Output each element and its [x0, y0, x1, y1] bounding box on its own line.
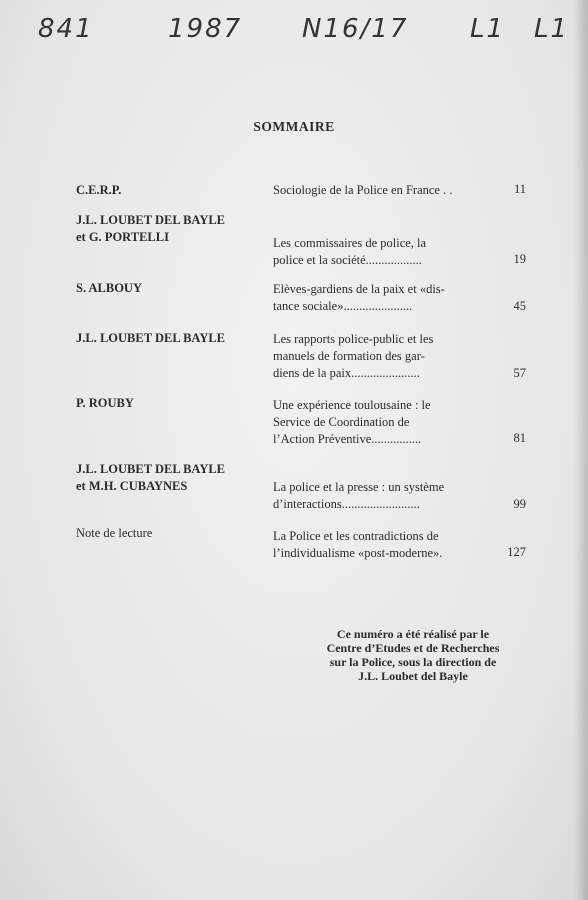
author-line: et M.H. CUBAYNES — [76, 479, 188, 493]
entry-author — [76, 280, 266, 297]
entry-author — [76, 395, 266, 412]
entry-page-number: 19 — [513, 252, 526, 266]
title-line: La Police et les contradictions de — [273, 529, 439, 543]
entry-title — [273, 331, 485, 382]
entry-author — [76, 212, 266, 246]
entry-page-number: 11 — [513, 182, 526, 196]
title-line: police et la société.................. — [273, 253, 422, 267]
entry-page-number: 57 — [513, 366, 526, 380]
author-line: S. ALBOUY — [76, 281, 142, 295]
title-line: d’interactions......................... — [273, 497, 420, 511]
entry-title — [273, 235, 485, 269]
title-line: tance sociale»...................... — [273, 299, 413, 313]
handwritten-code-3: N16/17 — [302, 14, 409, 44]
title-line: l’individualisme «post-moderne». — [273, 546, 443, 560]
title-line: manuels de formation des gar- — [273, 349, 425, 363]
author-line: J.L. LOUBET DEL BAYLE — [76, 213, 226, 227]
page-edge-shadow — [574, 0, 588, 900]
title-line: Une expérience toulousaine : le — [273, 398, 431, 412]
entry-title — [273, 397, 485, 448]
title-line: La police et la presse : un système — [273, 480, 445, 494]
author-line: et G. PORTELLI — [76, 230, 169, 244]
title-line: Les commissaires de police, la — [273, 236, 427, 250]
entry-title — [273, 281, 485, 315]
entry-author — [76, 182, 266, 199]
entry-title — [273, 182, 485, 199]
title-line: Les rapports police-public et les — [273, 332, 434, 346]
credit-line: sur la Police, sous la direction de — [329, 655, 497, 669]
entry-author — [76, 330, 266, 347]
author-line: J.L. LOUBET DEL BAYLE — [76, 462, 226, 476]
entry-title — [273, 479, 485, 513]
title-line: diens de la paix...................... — [273, 366, 420, 380]
title-line: l’Action Préventive................ — [273, 432, 422, 446]
credit-line: J.L. Loubet del Bayle — [358, 669, 468, 683]
author-line: Note de lecture — [76, 526, 153, 540]
credit-line: Centre d’Etudes et de Recherches — [326, 641, 500, 655]
title-line: Sociologie de la Police en France . . — [273, 183, 453, 197]
credit-note — [286, 627, 540, 683]
entry-page-number: 99 — [513, 497, 526, 511]
entry-author — [76, 461, 266, 495]
title-line: Service de Coordination de — [273, 415, 410, 429]
entry-page-number: 45 — [513, 299, 526, 313]
entry-title — [273, 528, 485, 562]
handwritten-code-2: 1987 — [168, 14, 243, 44]
page-title: SOMMAIRE — [253, 119, 335, 134]
author-line: C.E.R.P. — [76, 183, 122, 197]
author-line: P. ROUBY — [76, 396, 134, 410]
title-line: Elèves-gardiens de la paix et «dis- — [273, 282, 445, 296]
handwritten-code-4: L1 — [470, 14, 506, 44]
handwritten-code-5: L1 — [534, 14, 570, 44]
credit-line: Ce numéro a été réalisé par le — [336, 627, 490, 641]
entry-author — [76, 525, 266, 542]
entry-page-number: 81 — [513, 431, 526, 445]
author-line: J.L. LOUBET DEL BAYLE — [76, 331, 226, 345]
entry-page-number: 127 — [507, 545, 526, 559]
handwritten-code-1: 841 — [38, 14, 94, 44]
